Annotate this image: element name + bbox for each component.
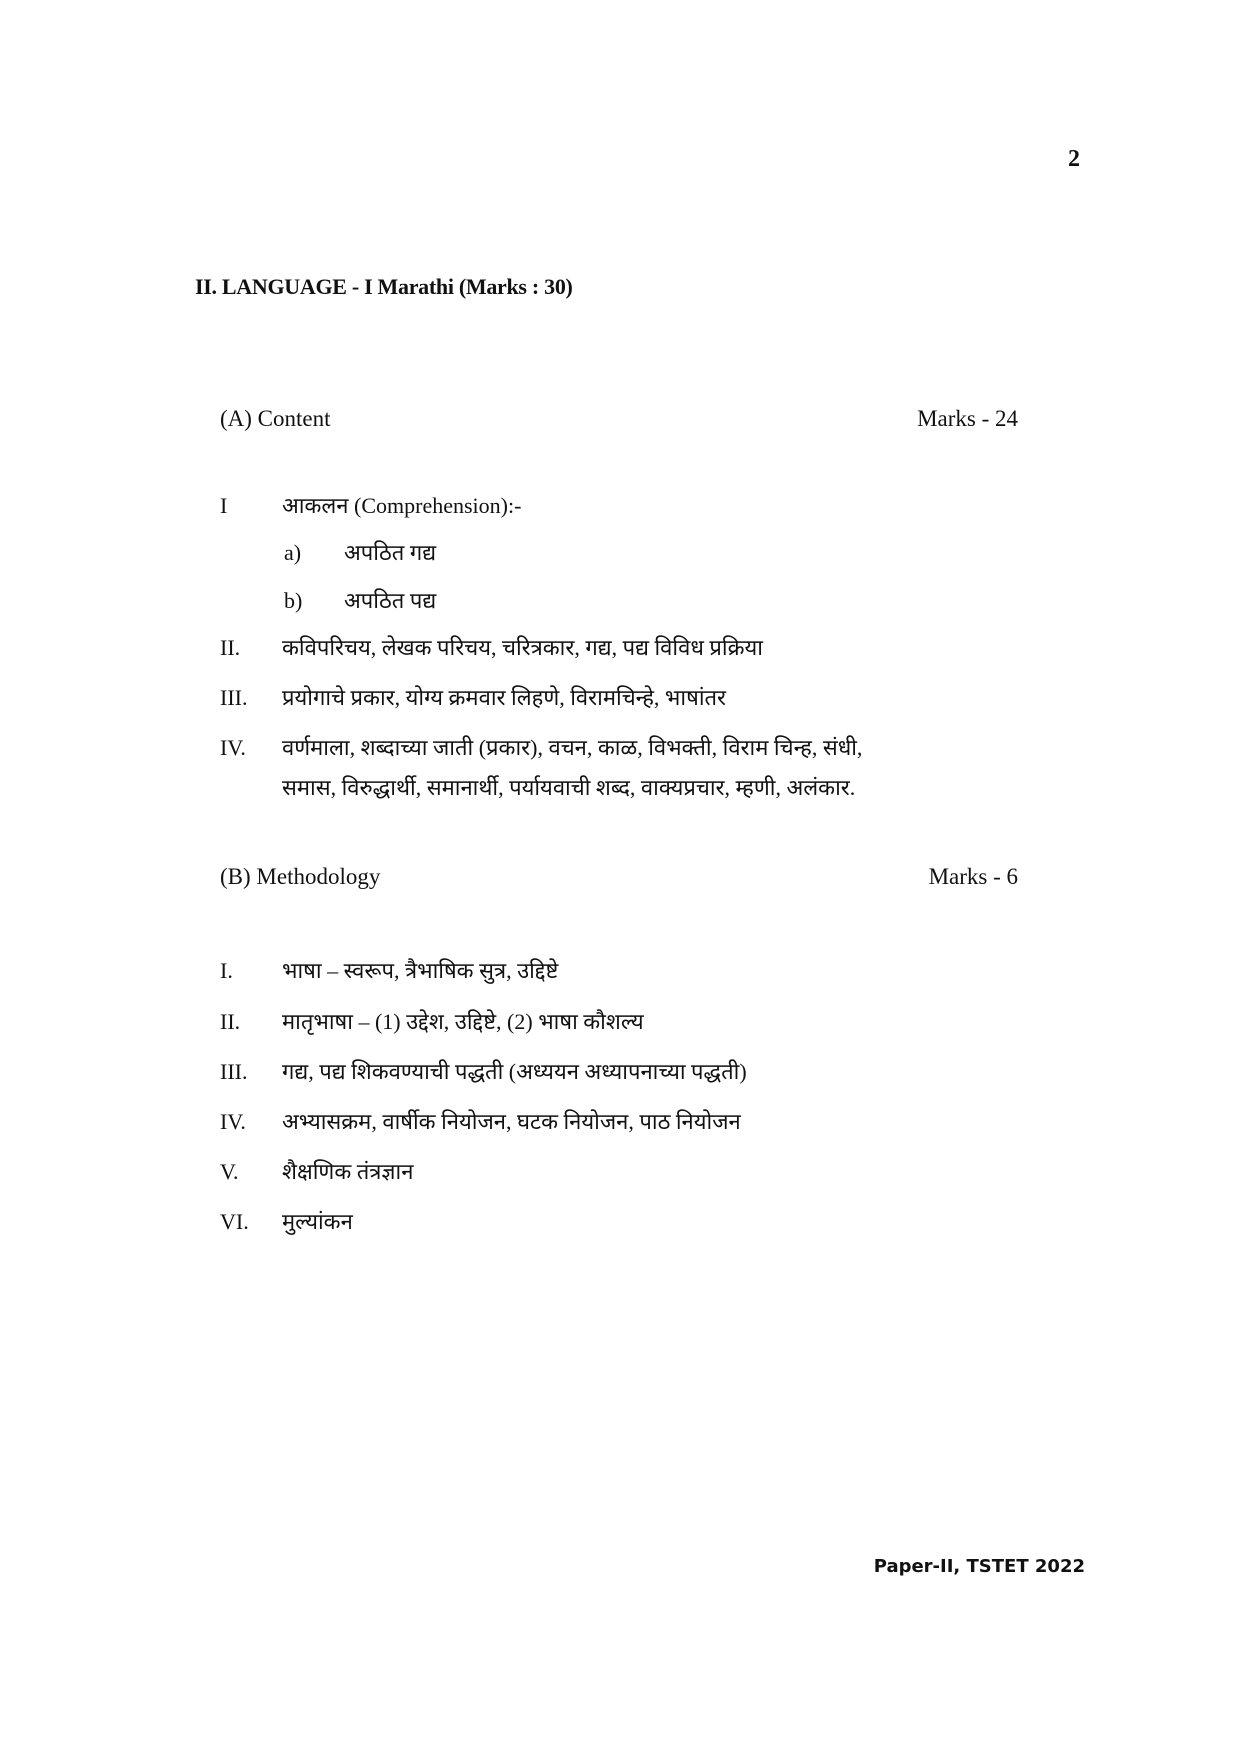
item-continuation: समास, विरुद्धार्थी, समानार्थी, पर्यायवाची शब्द, वाक्यप्रचार, म्हणी, अलंकार. [282, 775, 856, 800]
list-item [220, 1106, 741, 1136]
item-number: IV. [220, 1109, 246, 1134]
item-text: शैक्षणिक तंत्रज्ञान [282, 1159, 414, 1184]
item-number: I [220, 493, 228, 518]
item-text: प्रयोगाचे प्रकार, योग्य क्रमवार लिहणे, विरामचिन्हे, भाषांतर [282, 685, 727, 710]
list-item [220, 732, 862, 762]
page-number: 2 [1068, 146, 1080, 172]
list-item [220, 1206, 353, 1236]
item-number: V. [220, 1159, 239, 1184]
page-footer: Paper-II, TSTET 2022 [873, 1556, 1085, 1577]
item-text: अभ्यासक्रम, वार्षीक नियोजन, घटक नियोजन, पाठ नियोजन [282, 1109, 741, 1134]
list-item [220, 955, 558, 985]
section-title: II. LANGUAGE - I Marathi (Marks : 30) [195, 274, 573, 299]
item-text: मातृभाषा – (1) उद्देश, उद्दिष्टे, (2) भाषा कौशल्य [282, 1009, 644, 1034]
item-text: कविपरिचय, लेखक परिचय, चरित्रकार, गद्य, पद्य विविध प्रक्रिया [282, 635, 763, 660]
list-item [284, 537, 436, 567]
item-number: I. [220, 958, 233, 983]
content-heading: (A) Content [220, 406, 331, 431]
item-text: गद्य, पद्य शिकवण्याची पद्धती (अध्ययन अध्यापनाच्या पद्धती) [282, 1059, 747, 1084]
item-number: III. [220, 1059, 248, 1084]
list-item [220, 490, 521, 520]
item-number: II. [220, 1009, 241, 1034]
list-item [220, 1156, 413, 1186]
item-text: भाषा – स्वरूप, त्रैभाषिक सुत्र, उद्दिष्टे [282, 958, 559, 983]
item-number: VI. [220, 1209, 249, 1234]
item-text: आकलन (Comprehension):- [282, 493, 522, 518]
item-text: मुल्यांकन [282, 1209, 353, 1234]
list-item [220, 1056, 747, 1086]
item-number: b) [284, 588, 303, 613]
list-item [220, 682, 726, 712]
item-text: अपठित गद्य [344, 540, 437, 565]
content-marks: Marks - 24 [917, 406, 1018, 431]
item-number: III. [220, 685, 248, 710]
item-text: वर्णमाला, शब्दाच्या जाती (प्रकार), वचन, काळ, विभक्ती, विराम चिन्ह, संधी, [282, 735, 863, 760]
item-number: IV. [220, 735, 246, 760]
list-item [284, 585, 436, 615]
methodology-marks: Marks - 6 [928, 864, 1018, 889]
list-item [220, 632, 763, 662]
item-text: अपठित पद्य [344, 588, 437, 613]
list-item [220, 1006, 644, 1036]
item-number: a) [284, 540, 302, 565]
item-number: II. [220, 635, 241, 660]
methodology-heading: (B) Methodology [220, 864, 381, 889]
